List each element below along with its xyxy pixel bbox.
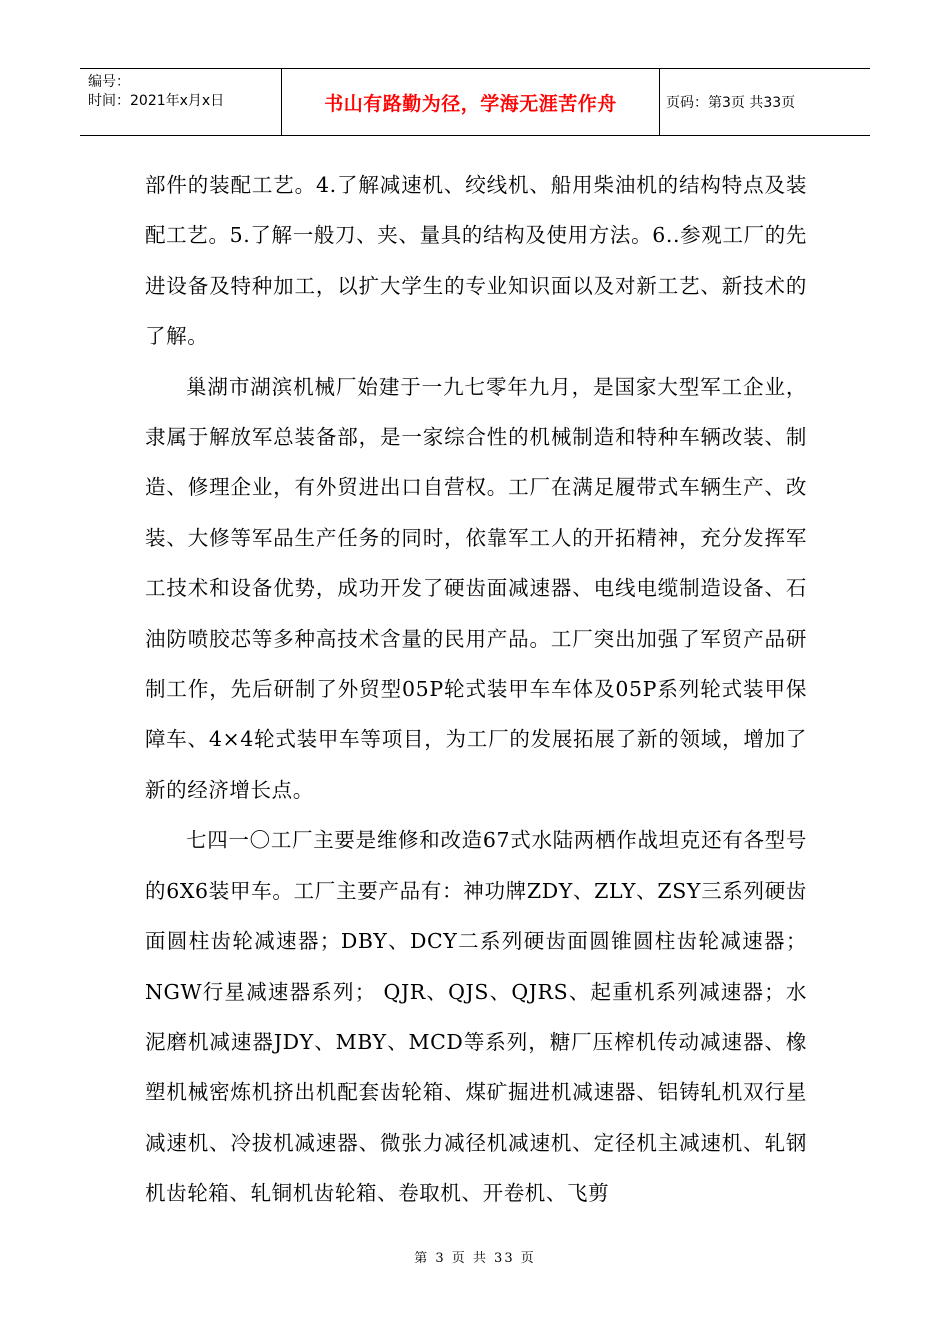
header-meta-cell bbox=[80, 69, 282, 135]
paragraph-continuation: 部件的装配工艺。4.了解减速机、绞线机、船用柴油机的结构特点及装配工艺。5.了解一般刀、夹、量具的结构及使用方法。6..参观工厂的先进设备及特种加工，以扩大学生的专业知识面以及对新工艺、新技术的了解。 bbox=[145, 173, 807, 349]
page-label: 页码：第3页 共33页 bbox=[666, 95, 796, 111]
paragraph-factory-history: 巢湖市湖滨机械厂始建于一九七零年九月，是国家大型军工企业，隶属于解放军总装备部，是一家综合性的机械制造和特种车辆改装、制造、修理企业，有外贸进出口自营权。工厂在满足履带式车辆生产、改装、大修等军品生产任务的同时，依靠军工人的开拓精神，充分发挥军工技术和设备优势，成功开发了硬齿面减速器、电线电缆制造设备、石油防喷胶芯等多种高技术含量的民用产品。工厂突出加强了军贸产品研制工作，先后研制了外贸型05P轮式装甲车车体及05P系列轮式装甲保障车、4×4轮式装甲车等项目，为工厂的发展拓展了新的领域，增加了新的经济增长点。 bbox=[145, 374, 807, 802]
page-footer: 第 3 页 共 33 页 bbox=[414, 1251, 536, 1266]
document-body bbox=[145, 160, 807, 1219]
header-motto-cell bbox=[282, 69, 660, 135]
paragraph-factory-products: 七四一〇工厂主要是维修和改造67式水陆两栖作战坦克还有各型号的6X6装甲车。工厂主要产品有：神功牌ZDY、ZLY、ZSY三系列硬齿面圆柱齿轮减速器；DBY、DCY二系列硬齿面圆锥圆柱齿轮减速器；NGW行星减速器系列； QJR、QJS、QJRS、起重机系列减速器；水泥磨机减速器JDY、MBY、MCD等系列，糖厂压榨机传动减速器、橡塑机械密炼机挤出机配套齿轮箱、煤矿掘进机减速器、铝铸轧机双行星减速机、冷拔机减速器、微张力减径机减速机、定径机主减速机、轧钢机齿轮箱、轧铜机齿轮箱、卷取机、开卷机、飞剪 bbox=[145, 828, 807, 1206]
date-label: 时间：2021年x月x日 bbox=[88, 93, 225, 109]
doc-number-label: 编号： bbox=[88, 74, 130, 90]
page-header bbox=[80, 68, 870, 136]
motto-text: 书山有路勤为径，学海无涯苦作舟 bbox=[324, 92, 617, 115]
header-page-cell bbox=[660, 69, 870, 135]
